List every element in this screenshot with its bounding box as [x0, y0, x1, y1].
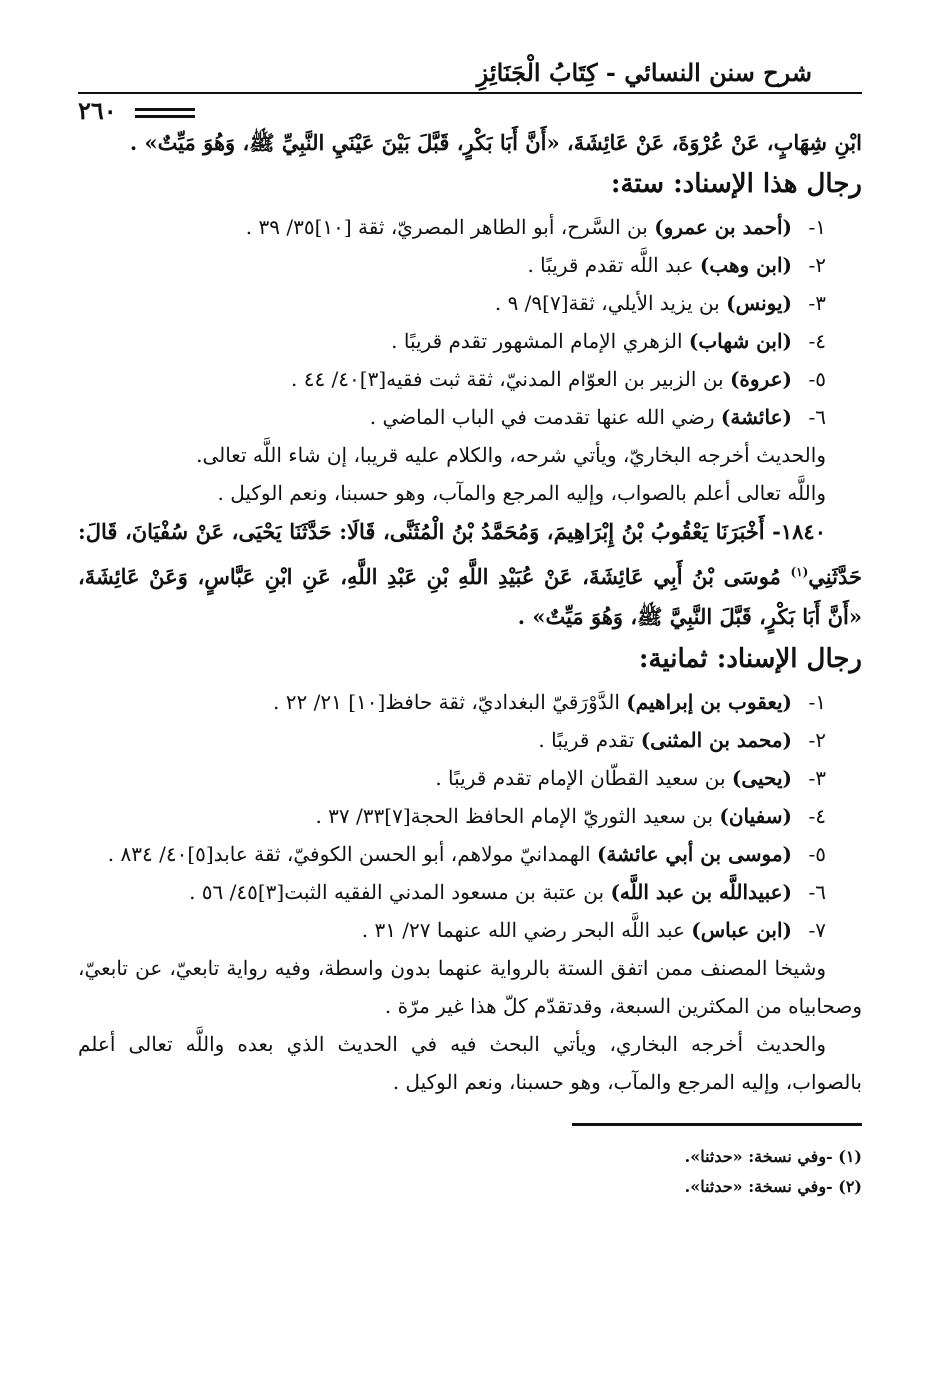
footnotes — [78, 1142, 862, 1202]
narrator-text: بن يزيد الأيلي، ثقة[٧]٩/ ٩ . — [494, 291, 720, 315]
narrator-item: ٦-(عائشة) رضي الله عنها تقدمت في الباب الماضي . — [369, 405, 826, 429]
narrator-text: بن سعيد القطّان الإمام تقدم قريبًا . — [435, 766, 726, 790]
opening-line: ابْنِ شِهَابٍ، عَنْ عُرْوَةَ، عَنْ عَائِشَةَ، «أَنَّ أَبَا بَكْرٍ، قَبَّلَ بَيْنَ عَيْنَيِ النَّبِيِّ ﷺ، وَهُوَ مَيِّتٌ» . — [129, 130, 862, 155]
narrator-item: ١-(أحمد بن عمرو) بن السَّرح، أبو الطاهر المصريّ، ثقة [١٠]٣٥/ ٣٩ . — [245, 215, 826, 239]
narrator-name: (ابن شهاب) — [688, 329, 792, 353]
narrator-name: (أحمد بن عمرو) — [654, 215, 792, 239]
section-title-1: رجال هذا الإسناد: ستة: — [610, 169, 862, 199]
narrator-item: ٢-(ابن وهب) عبد اللَّه تقدم قريبًا . — [527, 253, 826, 277]
narrator-name: (يونس) — [726, 291, 792, 315]
narrator-name: (ابن وهب) — [699, 253, 792, 277]
footnote: (٢) -وفي نسخة: «حدثنا». — [684, 1177, 862, 1196]
narrator-text: الزهري الإمام المشهور تقدم قريبًا . — [391, 329, 683, 353]
narrator-name: (ابن عباس) — [691, 918, 792, 942]
narrator-text: بن عتبة بن مسعود المدني الفقيه الثبت[٣]٤٥/ ٥٦ . — [189, 880, 605, 904]
narrator-item: ١-(يعقوب بن إبراهيم) الدَّوْرَقيّ البغداديّ، ثقة حافظ[١٠] ٢١/ ٢٢ . — [273, 690, 826, 714]
page-number — [78, 96, 195, 125]
narrator-text: الهمدانيّ مولاهم، أبو الحسن الكوفيّ، ثقة عابد[٥]٤٠/ ٨٣٤ . — [107, 842, 591, 866]
narrator-name: (عائشة) — [720, 405, 792, 429]
footnote: (١) -وفي نسخة: «حدثنا». — [684, 1147, 862, 1166]
book-page — [78, 52, 862, 1202]
narrator-item: ٥-(عروة) بن الزبير بن العوّام المدنيّ، ثقة ثبت فقيه[٣]٤٠/ ٤٤ . — [290, 367, 826, 391]
narrator-text: تقدم قريبًا . — [538, 728, 635, 752]
narrator-text: بن الزبير بن العوّام المدنيّ، ثقة ثبت فقيه[٣]٤٠/ ٤٤ . — [290, 367, 724, 391]
header-title: شرح سنن النسائي - كِتَابُ الْجَنَائِزِ — [476, 58, 812, 87]
narrator-name: (موسى بن أبي عائشة) — [596, 842, 792, 866]
page-number-ornament — [135, 104, 195, 122]
narrator-name: (يعقوب بن إبراهيم) — [626, 690, 792, 714]
page-number-value: ٢٦٠ — [78, 96, 117, 125]
narrator-item: ٦-(عبيداللَّه بن عبد اللَّه) بن عتبة بن مسعود المدني الفقيه الثبت[٣]٤٥/ ٥٦ . — [189, 880, 826, 904]
narrator-item: ٥-(موسى بن أبي عائشة) الهمدانيّ مولاهم، أبو الحسن الكوفيّ، ثقة عابد[٥]٤٠/ ٨٣٤ . — [107, 842, 826, 866]
commentary-paragraph: وشيخا المصنف ممن اتفق الستة بالرواية عنهما بدون واسطة، وفيه رواية تابعيّ، عن تابعيّ، وصحابياه من المكثرين السبعة، وقدتقدّم كلّ هذا غير مرّة . — [78, 956, 862, 1018]
section-title-2: رجال الإسناد: ثمانية: — [638, 644, 862, 674]
narrator-name: (عروة) — [729, 367, 792, 391]
footnote-marker: (١) — [790, 565, 809, 579]
narrator-text: عبد اللَّه البحر رضي الله عنهما ٢٧/ ٣١ . — [361, 918, 685, 942]
narrator-text: بن السَّرح، أبو الطاهر المصريّ، ثقة [١٠]٣٥/ ٣٩ . — [245, 215, 648, 239]
closing-paragraph: والحديث أخرجه البخاري، ويأتي البحث فيه في الحديث الذي بعده واللَّه تعالى أعلم بالصواب، وإليه المرجع والمآب، وهو حسبنا، ونعم الوكيل . — [78, 1032, 862, 1094]
page-body — [78, 124, 862, 1202]
narrator-item: ٣-(يونس) بن يزيد الأيلي، ثقة[٧]٩/ ٩ . — [494, 291, 826, 315]
narrator-list-2 — [78, 683, 862, 949]
narrator-name: (يحيى) — [731, 766, 792, 790]
narrator-item: ٤-(ابن شهاب) الزهري الإمام المشهور تقدم قريبًا . — [391, 329, 826, 353]
footnote-rule — [572, 1123, 862, 1126]
narrator-name: (محمد بن المثنى) — [640, 728, 792, 752]
commentary-paragraph: والحديث أخرجه البخاريّ، ويأتي شرحه، والكلام عليه قريبا، إن شاء اللَّه تعالى. — [196, 443, 826, 467]
narrator-item: ٣-(يحيى) بن سعيد القطّان الإمام تقدم قريبًا . — [435, 766, 826, 790]
closing-paragraph: واللَّه تعالى أعلم بالصواب، وإليه المرجع والمآب، وهو حسبنا، ونعم الوكيل . — [217, 481, 826, 505]
narrator-list-1 — [78, 208, 862, 436]
narrator-text: عبد اللَّه تقدم قريبًا . — [527, 253, 694, 277]
narrator-name: (سفيان) — [719, 804, 792, 828]
narrator-text: رضي الله عنها تقدمت في الباب الماضي . — [369, 405, 715, 429]
narrator-text: الدَّوْرَقيّ البغداديّ، ثقة حافظ[١٠] ٢١/ ٢٢ . — [273, 690, 620, 714]
running-header — [78, 52, 862, 125]
narrator-item: ٢-(محمد بن المثنى) تقدم قريبًا . — [538, 728, 826, 752]
hadith-text: ١٨٤٠- أَخْبَرَنَا يَعْقُوبُ بْنُ إِبْرَاهِيمَ، وَمُحَمَّدُ بْنُ الْمُثَنَّى، قَالَا: حَدَّثَنَا يَحْيَى، عَنْ سُفْيَانَ، قَالَ: حَدَّثَنِي$^{(١)}$ مُوسَى بْنُ أَبِي عَائِشَةَ، عَنْ عُبَيْدِ اللَّهِ بْنِ عَبْدِ اللَّهِ، عَنِ ابْنِ عَبَّاسٍ، وَعَنْ عَائِشَةَ، «أَنَّ أَبَا بَكْرٍ، قَبَّلَ النَّبِيَّ ﷺ، وَهُوَ مَيِّتٌ» . — [78, 519, 862, 629]
narrator-item: ٧-(ابن عباس) عبد اللَّه البحر رضي الله عنهما ٢٧/ ٣١ . — [361, 918, 826, 942]
narrator-text: بن سعيد الثوريّ الإمام الحافظ الحجة[٧]٣٣/ ٣٧ . — [315, 804, 714, 828]
narrator-item: ٤-(سفيان) بن سعيد الثوريّ الإمام الحافظ الحجة[٧]٣٣/ ٣٧ . — [315, 804, 826, 828]
narrator-name: (عبيداللَّه بن عبد اللَّه) — [610, 880, 792, 904]
header-rule — [78, 92, 862, 94]
